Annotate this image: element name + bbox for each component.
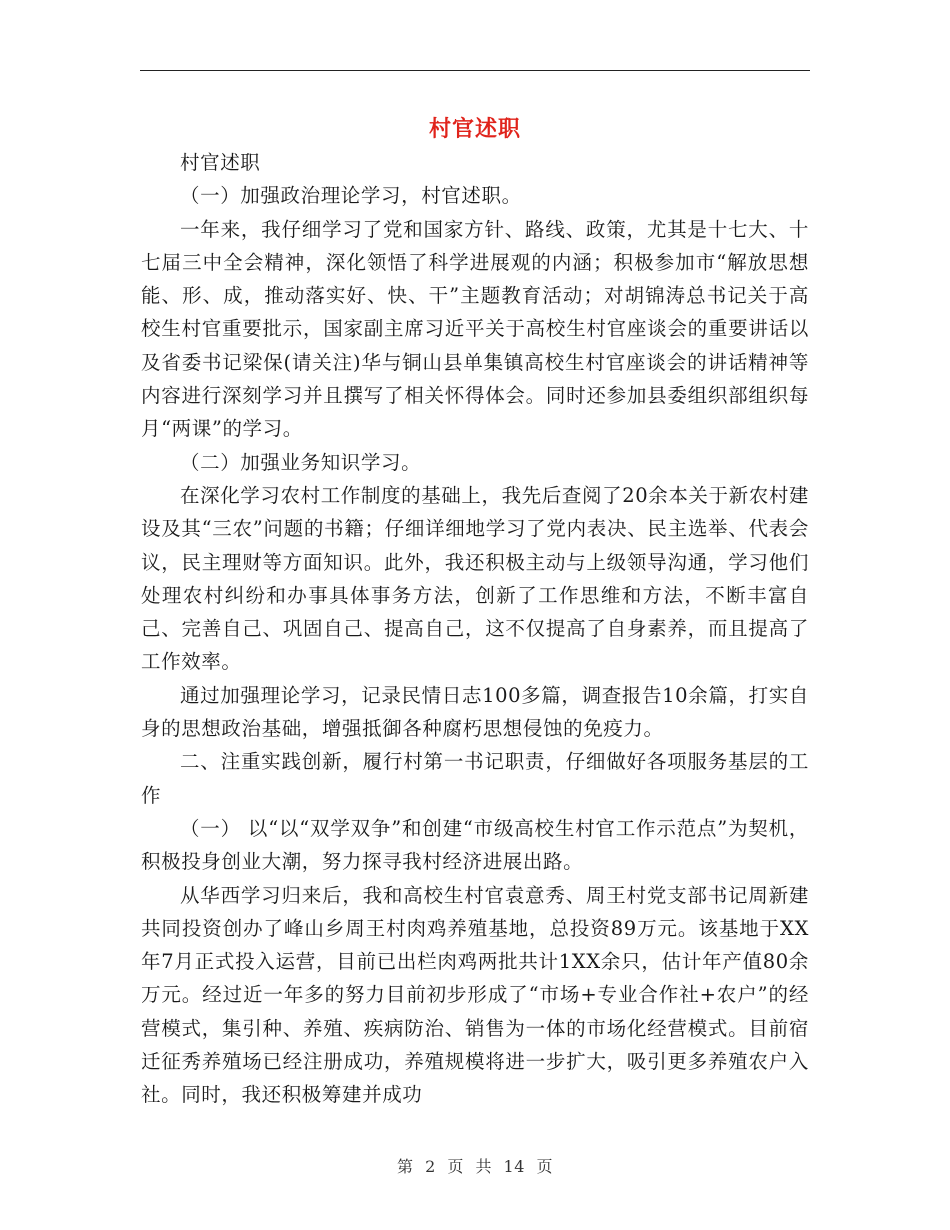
body-paragraph: （一） 以“以“双学双争”和创建“市级高校生村官工作示范点”为契机，积极投身创业大潮，努力探寻我村经济进展出路。 bbox=[141, 816, 809, 874]
body-paragraph: （二）加强业务知识学习。 bbox=[180, 450, 422, 474]
document-body bbox=[141, 146, 809, 1112]
document-title: 村官述职 bbox=[428, 116, 521, 142]
body-paragraph: 通过加强理论学习，记录民情日志100多篇，调查报告10余篇，打实自身的思想政治基础，增强抵御各种腐朽思想侵蚀的免疫力。 bbox=[141, 683, 809, 741]
body-paragraph: 一年来，我仔细学习了党和国家方针、路线、政策，尤其是十七大、十七届三中全会精神，深化领悟了科学进展观的内涵；积极参加市“解放思想能、形、成，推动落实好、快、干”主题教育活动；对胡锦涛总书记关于高校生村官重要批示，国家副主席习近平关于高校生村官座谈会的重要讲话以及省委书记梁保(请关注)华与铜山县单集镇高校生村官座谈会的讲话精神等内容进行深刻学习并且撰写了相关怀得体会。同时还参加县委组织部组织每月“两课”的学习。 bbox=[141, 217, 809, 441]
header-rule bbox=[140, 70, 810, 71]
page-number-footer: 第 2 页 共 14 页 bbox=[397, 1157, 553, 1176]
body-paragraph: 在深化学习农村工作制度的基础上，我先后查阅了20余本关于新农村建设及其“三农”问题的书籍；仔细详细地学习了党内表决、民主选举、代表会议，民主理财等方面知识。此外，我还积极主动与上级领导沟通，学习他们处理农村纠纷和办事具体事务方法，创新了工作思维和方法，不断丰富自己、完善自己、巩固自己、提高自己，这不仅提高了自身素养，而且提高了工作效率。 bbox=[141, 483, 810, 674]
body-paragraph: 二、注重实践创新，履行村第一书记职责，仔细做好各项服务基层的工作 bbox=[141, 750, 809, 807]
body-paragraph: 村官述职 bbox=[180, 151, 261, 174]
body-paragraph: （一）加强政治理论学习，村官述职。 bbox=[180, 184, 522, 208]
body-paragraph: 从华西学习归来后，我和高校生村官袁意秀、周王村党支部书记周新建共同投资创办了峰山乡周王村肉鸡养殖基地，总投资89万元。该基地于XX年7月正式投入运营，目前已出栏肉鸡两批共计1XX余只，估计年产值80余万元。经过近一年多的努力目前初步形成了“市场+专业合作社+农户”的经营模式，集引种、养殖、疾病防治、销售为一体的市场化经营模式。目前宿迁征秀养殖场已经注册成功，养殖规模将进一步扩大，吸引更多养殖农户入社。同时，我还积极筹建并成功 bbox=[141, 883, 810, 1107]
